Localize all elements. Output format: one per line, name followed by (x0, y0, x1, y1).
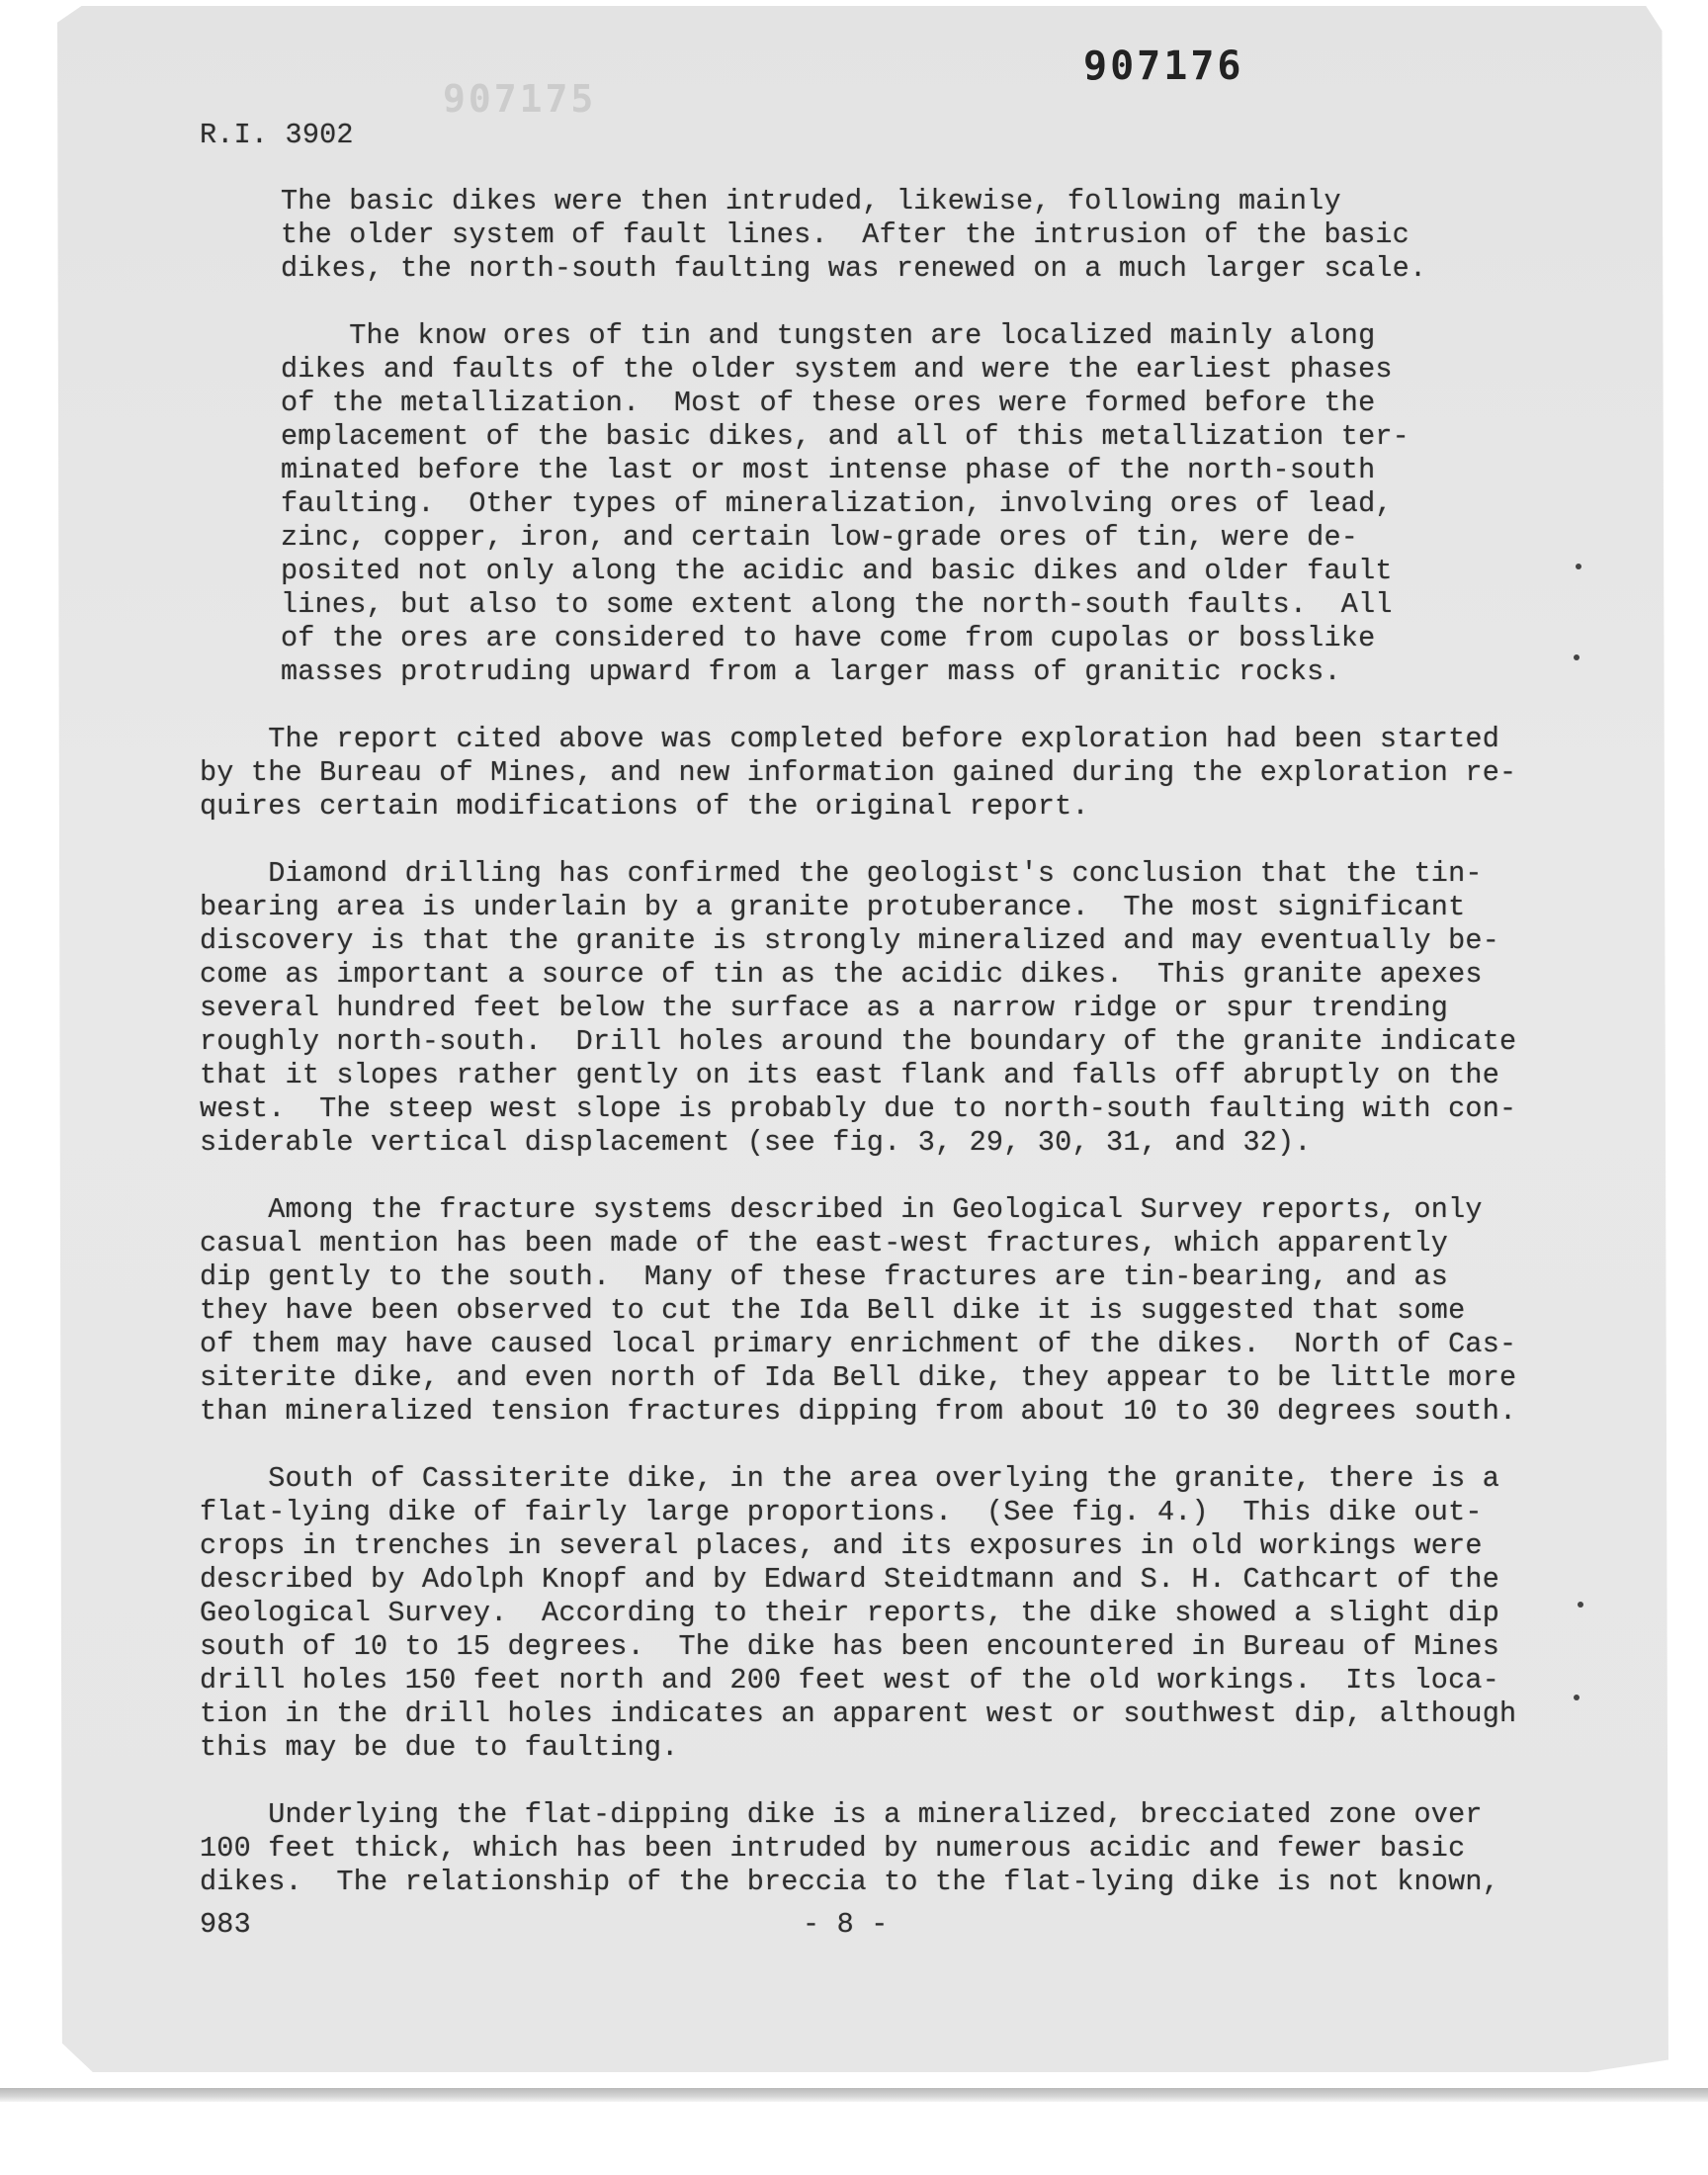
text-line: this may be due to faulting. (200, 1731, 679, 1764)
text-line: Among the fracture systems described in Geological Survey reports, only (200, 1193, 1483, 1226)
text-line: roughly north-south. Drill holes around the boundary of the granite indicate (200, 1025, 1517, 1058)
text-line: drill holes 150 feet north and 200 feet west of the old workings. Its loca- (200, 1664, 1500, 1696)
text-line: minated before the last or most intense phase of the north-south (281, 454, 1376, 486)
report-id: R.I. 3902 (200, 119, 354, 151)
text-line: flat-lying dike of fairly large proportions. (See fig. 4.) This dike out- (200, 1496, 1483, 1528)
text-line: than mineralized tension fractures dipping from about 10 to 30 degrees south. (200, 1395, 1517, 1428)
document-stamp-number: 907176 (1083, 44, 1244, 89)
paragraph-6 (200, 1462, 1517, 1765)
text-line: 100 feet thick, which has been intruded by numerous acidic and fewer basic (200, 1832, 1466, 1865)
page-bottom-edge (0, 2088, 1708, 2102)
page-number: - 8 - (803, 1908, 889, 1941)
paragraph-5 (200, 1193, 1517, 1429)
text-line: of them may have caused local primary enrichment of the dikes. North of Cas- (200, 1328, 1517, 1360)
text-line: Underlying the flat-dipping dike is a mineralized, brecciated zone over (200, 1798, 1483, 1831)
margin-speck (1576, 564, 1581, 569)
text-line: The report cited above was completed before exploration had been started (200, 723, 1500, 755)
text-line: dikes. The relationship of the breccia to the flat-lying dike is not known, (200, 1866, 1500, 1898)
paragraph-3 (200, 723, 1517, 824)
text-line: dikes and faults of the older system and were the earliest phases (281, 353, 1393, 386)
text-line: bearing area is underlain by a granite protuberance. The most significant (200, 891, 1466, 923)
paragraph-7 (200, 1798, 1500, 1899)
text-line: west. The steep west slope is probably due to north-south faulting with con- (200, 1092, 1517, 1125)
text-line: dikes, the north-south faulting was renewed on a much larger scale. (281, 252, 1427, 285)
text-line: siterite dike, and even north of Ida Bell dike, they appear to be little more (200, 1361, 1517, 1394)
text-line: faulting. Other types of mineralization, involving ores of lead, (281, 487, 1393, 520)
text-line: discovery is that the granite is strongly mineralized and may eventually be- (200, 924, 1500, 957)
text-line: of the metallization. Most of these ores were formed before the (281, 387, 1376, 419)
text-line: Diamond drilling has confirmed the geologist's conclusion that the tin- (200, 857, 1483, 890)
text-line: crops in trenches in several places, and its exposures in old workings were (200, 1529, 1483, 1562)
margin-speck (1574, 654, 1580, 660)
margin-speck (1578, 1602, 1583, 1608)
faint-bleed-through-stamp: 907175 (443, 77, 597, 121)
paragraph-4 (200, 857, 1517, 1160)
text-line: come as important a source of tin as the acidic dikes. This granite apexes (200, 958, 1483, 991)
text-line: emplacement of the basic dikes, and all of this metallization ter- (281, 420, 1409, 453)
text-line: lines, but also to some extent along the north-south faults. All (281, 588, 1393, 621)
text-line: South of Cassiterite dike, in the area overlying the granite, there is a (200, 1462, 1500, 1495)
text-line: quires certain modifications of the original report. (200, 790, 1089, 823)
document-body (200, 185, 1517, 1933)
text-line: tion in the drill holes indicates an apparent west or southwest dip, although (200, 1697, 1517, 1730)
text-line: zinc, copper, iron, and certain low-grade ores of tin, were de- (281, 521, 1359, 554)
text-line: south of 10 to 15 degrees. The dike has been encountered in Bureau of Mines (200, 1630, 1500, 1663)
text-line: casual mention has been made of the east-west fractures, which apparently (200, 1227, 1449, 1260)
text-line: they have been observed to cut the Ida Bell dike it is suggested that some (200, 1294, 1466, 1327)
text-line: Geological Survey. According to their reports, the dike showed a slight dip (200, 1597, 1500, 1629)
paragraph-2 (200, 319, 1485, 689)
text-line: of the ores are considered to have come from cupolas or bosslike (281, 622, 1376, 654)
text-line: several hundred feet below the surface as a narrow ridge or spur trending (200, 992, 1449, 1024)
text-line: masses protruding upward from a larger mass of granitic rocks. (281, 655, 1341, 688)
text-line: siderable vertical displacement (see fig. 3, 29, 30, 31, and 32). (200, 1126, 1312, 1159)
text-line: The know ores of tin and tungsten are localized mainly along (281, 319, 1376, 352)
paragraph-1 (200, 185, 1485, 286)
text-line: posited not only along the acidic and basic dikes and older fault (281, 555, 1393, 587)
text-line: the older system of fault lines. After the intrusion of the basic (281, 218, 1409, 251)
margin-speck (1574, 1695, 1580, 1700)
text-line: The basic dikes were then intruded, likewise, following mainly (281, 185, 1341, 218)
footer-code: 983 (200, 1908, 251, 1941)
text-line: dip gently to the south. Many of these fractures are tin-bearing, and as (200, 1261, 1449, 1293)
text-line: described by Adolph Knopf and by Edward Steidtmann and S. H. Cathcart of the (200, 1563, 1500, 1596)
text-line: by the Bureau of Mines, and new information gained during the exploration re- (200, 756, 1517, 789)
text-line: that it slopes rather gently on its east flank and falls off abruptly on the (200, 1059, 1500, 1091)
